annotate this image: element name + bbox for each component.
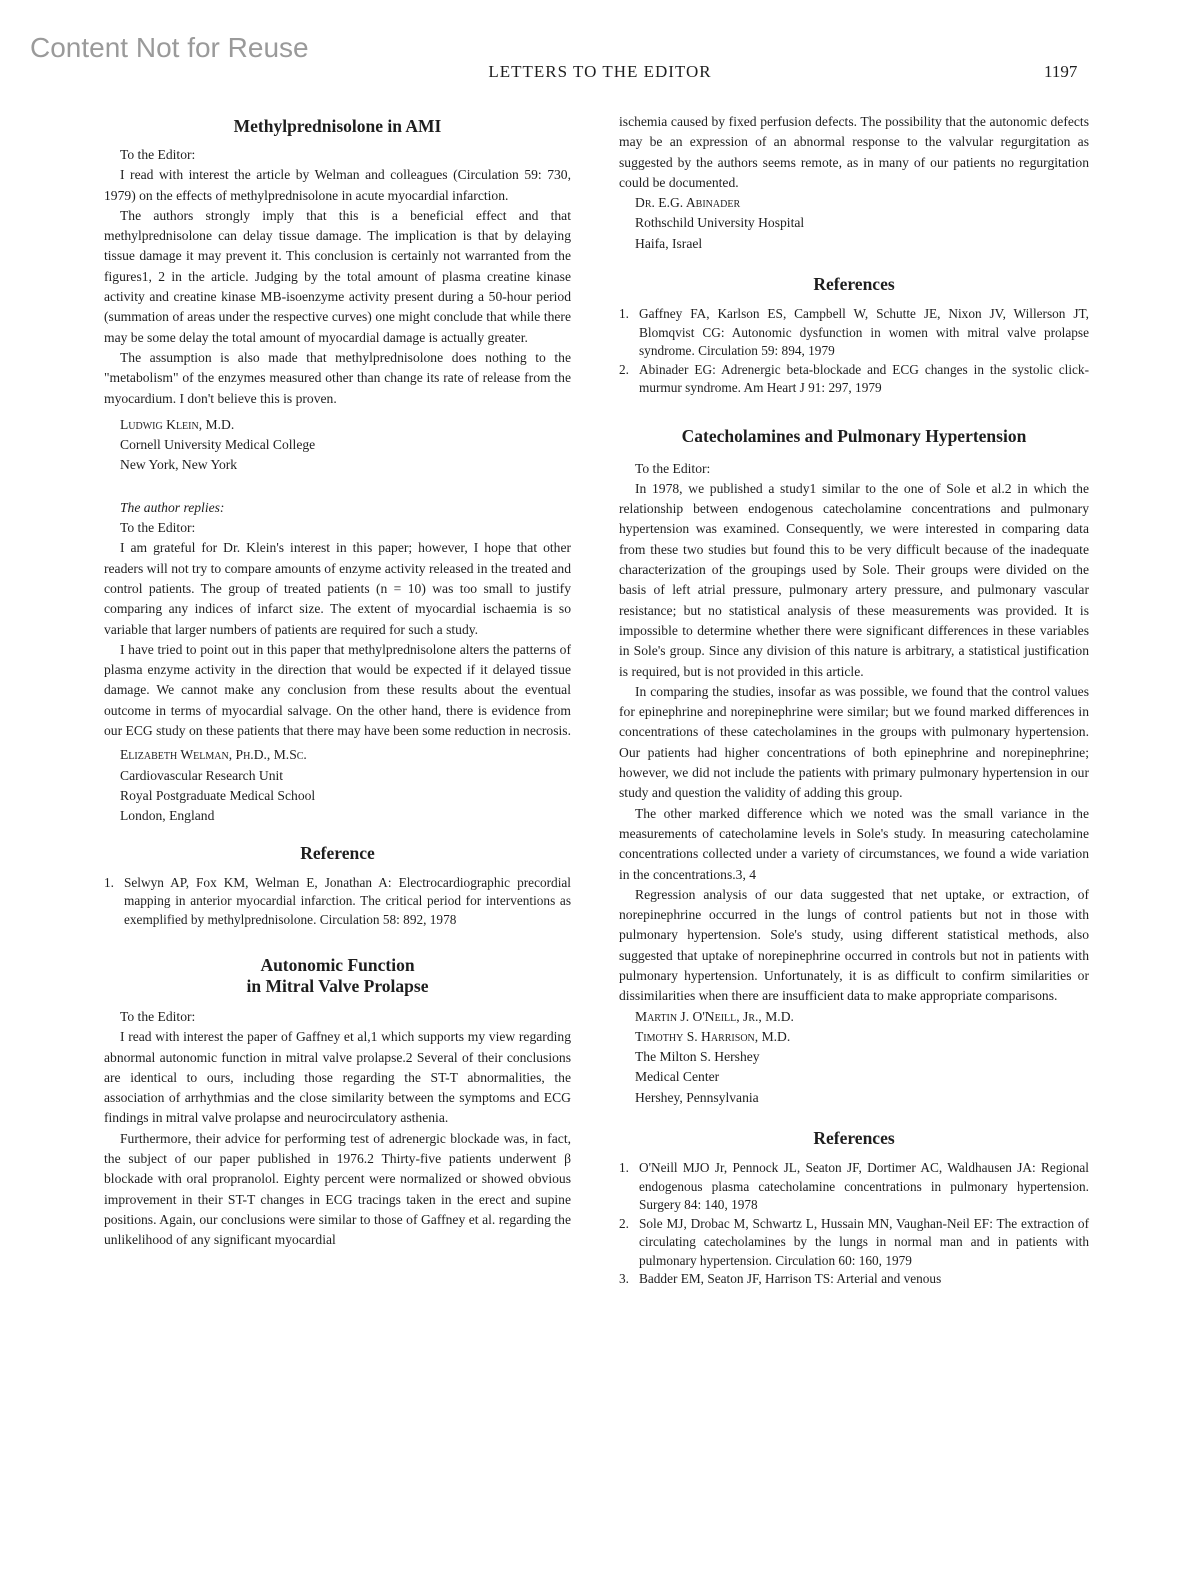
salutation: To the Editor: bbox=[120, 1009, 196, 1024]
signature-name: Elizabeth Welman, Ph.D., M.Sc. bbox=[120, 747, 307, 763]
reference-item: 2. Sole MJ, Drobac M, Schwartz L, Hussain MN, Vaughan-Neil EF: The extraction of circulating catecholamines by the lungs in normal man and in patients with pulmonary hypertension. Circulation 60: 160, 1979 bbox=[619, 1215, 1089, 1268]
references-heading: References bbox=[813, 1128, 895, 1149]
letter-title-methylprednisolone: Methylprednisolone in AMI bbox=[233, 116, 442, 136]
paragraph: In 1978, we published a study1 similar to the one of Sole et al.2 in which the relationship between endogenous catecholamine concentrations and pulmonary hypertension was examined. Consequently, we were interested in comparing data from these two studies but found this to be very difficult because of the inadequate characterization of the groupings used by Sole. Their groups were divided on the basis of left atrial pressure, pulmonary artery pressure, and pulmonary vascular resistance; but no statistical analysis of these measurements was provided. It is impossible to determine whether there were significant differences in these variables in Sole's group. Since any division of this nature is arbitrary, a statistical justification is required, but is not provided in this article. bbox=[619, 480, 1089, 679]
signature-location: London, England bbox=[120, 808, 215, 824]
reference-item: 2. Abinader EG: Adrenergic beta-blockade and ECG changes in the systolic click-murmur syndrome. Am Heart J 91: 297, 1979 bbox=[619, 361, 1089, 396]
signature-affiliation: Cardiovascular Research Unit bbox=[120, 767, 284, 783]
right-column bbox=[619, 112, 1089, 1289]
paragraph: I read with interest the paper of Gaffney et al,1 which supports my view regarding abnormal autonomic function in mitral valve prolapse.2 Several of their conclusions are identical to ours, including those regarding the ST-T abnormalities, the association of arrhythmias and the close similarity between the symptoms and ECG findings in mitral valve prolapse and neurocirculatory asthenia. bbox=[104, 1029, 571, 1126]
reference-list bbox=[104, 874, 571, 930]
signature-name: Ludwig Klein, M.D. bbox=[120, 416, 235, 432]
signature-location: Hershey, Pennsylvania bbox=[635, 1089, 759, 1105]
signature-affiliation: Royal Postgraduate Medical School bbox=[120, 787, 316, 803]
reference-item: 1. Gaffney FA, Karlson ES, Campbell W, Schutte JE, Nixon JV, Willerson JT, Blomqvist CG: Autonomic dysfunction in women with mitral valve prolapse syndrome. Circulation 59: 894, 1979 bbox=[619, 306, 1089, 359]
signature-affiliation: Cornell University Medical College bbox=[120, 437, 316, 453]
references-heading: References bbox=[813, 274, 895, 295]
reference-list bbox=[619, 1159, 1089, 1289]
signature-location: New York, New York bbox=[120, 457, 238, 473]
reference-item: 3. Badder EM, Seaton JF, Harrison TS: Arterial and venous bbox=[619, 1271, 942, 1287]
salutation: To the Editor: bbox=[120, 520, 196, 536]
letter-title-catecholamines: Catecholamines and Pulmonary Hypertension bbox=[681, 425, 1027, 446]
paragraph: Furthermore, their advice for performing test of adrenergic blockade was, in fact, the subject of our paper published in 1976.2 Thirty-five patients underwent β blockade with oral propranolol. Eighty percent were normalized or showed obvious improvement in their ST-T changes in ECG tracings taken in the erect and supine positions. Again, our conclusions were similar to those of Gaffney et al. regarding the unlikelihood of any significant myocardial bbox=[104, 1130, 571, 1248]
signature-affiliation: Medical Center bbox=[635, 1069, 720, 1085]
reference-list bbox=[619, 305, 1089, 398]
signature-name: Timothy S. Harrison, M.D. bbox=[635, 1028, 791, 1044]
paragraph: I have tried to point out in this paper that methylprednisolone alters the patterns of plasma enzyme activity in the direction that would be expected if it delayed tissue damage. We cannot make any conclusion from these results about the eventual outcome in terms of myocardial salvage. On the other hand, there is evidence from our ECG study on these patients that there may have been some reduction in necrosis. bbox=[104, 641, 571, 739]
left-column bbox=[104, 112, 571, 1251]
paragraph: The authors strongly imply that this is a beneficial effect and that methylprednisolone can delay tissue damage. The implication is that by delaying tissue damage it may prevent it. This conclusion is certainly not warranted from the figures1, 2 in the article. Judging by the total amount of plasma creatine kinase activity and creatine kinase MB-isoenzyme activity present during a 50-hour period (summation of areas under the respective curves) one might conclude that while there may be some delay the total amount of myocardial damage is actually greater. bbox=[104, 207, 571, 345]
reference-heading: Reference bbox=[300, 842, 375, 863]
running-header: LETTERS TO THE EDITOR bbox=[488, 62, 712, 81]
paragraph: The assumption is also made that methylprednisolone does nothing to the "metabolism" of the enzymes measured other than change its rate of release from the myocardium. I don't believe this is proven. bbox=[104, 349, 571, 406]
signature-affiliation: Rothschild University Hospital bbox=[635, 215, 805, 231]
page-number: 1197 bbox=[1044, 62, 1078, 81]
paragraph: Regression analysis of our data suggested that net uptake, or extraction, of norepinephrine occurred in the lungs of control patients but not in those with pulmonary hypertension. Sole's study, using different statistical methods, also suggested that uptake of norepinephrine occurred in controls but not in patients with pulmonary hypertension. Unfortunately, it is as difficult to confirm similarities or dissimilarities when there are insufficient data to make appropriate comparisons. bbox=[619, 886, 1089, 1004]
signature-name: Dr. E.G. Abinader bbox=[635, 195, 741, 211]
signature-location: Haifa, Israel bbox=[635, 235, 703, 251]
paragraph: In comparing the studies, insofar as was possible, we found that the control values for epinephrine and norepinephrine were similar; but we found marked differences in concentrations of these catecholamines in the groups with pulmonary hypertension. Our patients had higher concentrations of both epinephrine and norepinephrine; however, we did not include the patients with primary pulmonary hypertension in our study and question the validity of adding this group. bbox=[619, 683, 1089, 801]
author-replies-label: The author replies: bbox=[120, 499, 225, 515]
paragraph: I am grateful for Dr. Klein's interest in this paper; however, I hope that other readers will not try to compare amounts of enzyme activity released in the treated and control patients. The group of treated patients (n = 10) was too small to justify comparing any indices of infarct size. The extent of myocardial ischaemia is so variable that larger numbers of patients are required for such a study. bbox=[104, 540, 571, 637]
paragraph-continued: ischemia caused by fixed perfusion defects. The possibility that the autonomic defects may be an expression of an abnormal response to the valvular regurgitation as suggested by the authors seems remote, as in many of our patients no regurgitation could be documented. bbox=[619, 114, 1089, 190]
salutation: To the Editor: bbox=[120, 147, 196, 162]
reference-item: 1. O'Neill MJO Jr, Pennock JL, Seaton JF, Dortimer AC, Waldhausen JA: Regional endogenous plasma catecholamine concentrations in pulmonary hypertension. Surgery 84: 140, 1978 bbox=[619, 1160, 1089, 1213]
letter-title-autonomic-line1: Autonomic Function bbox=[260, 955, 415, 975]
signature-affiliation: The Milton S. Hershey bbox=[635, 1049, 760, 1065]
letter-title-autonomic-line2: in Mitral Valve Prolapse bbox=[246, 976, 429, 996]
signature-name: Martin J. O'Neill, Jr., M.D. bbox=[635, 1008, 794, 1024]
watermark-text: Content Not for Reuse bbox=[30, 32, 309, 63]
salutation: To the Editor: bbox=[635, 460, 711, 476]
reference-item: 1. Selwyn AP, Fox KM, Welman E, Jonathan A: Electrocardiographic precordial mapping in anterior myocardial infarction. The critical period for interventions as exemplified by methylprednisolone. Circulation 58: 892, 1978 bbox=[104, 874, 571, 927]
paragraph: I read with interest the article by Welman and colleagues (Circulation 59: 730, 1979) on the effects of methylprednisolone in acute myocardial infarction. bbox=[104, 167, 571, 203]
paragraph: The other marked difference which we noted was the small variance in the measurements of catecholamine levels in Sole's study. In measuring catecholamine concentrations collected under a variety of circumstances, we found a wide variation in the concentrations.3, 4 bbox=[619, 805, 1089, 882]
